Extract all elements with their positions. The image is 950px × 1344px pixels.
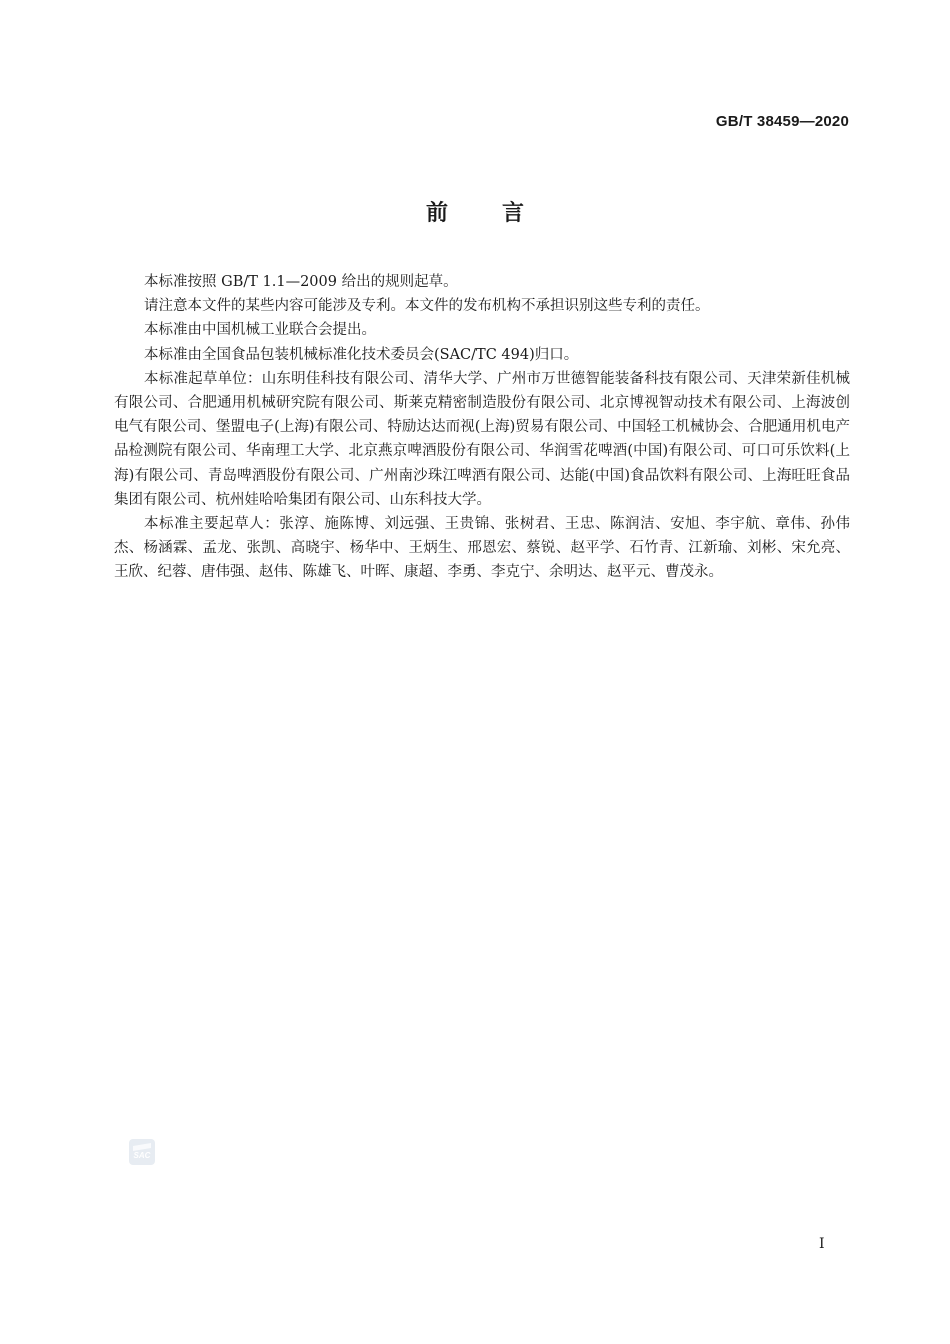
- page-number: I: [819, 1236, 825, 1252]
- paragraph-drafting-units: 本标准起草单位：山东明佳科技有限公司、清华大学、广州市万世德智能装备科技有限公司、天津荣新佳机械有限公司、合肥通用机械研究院有限公司、斯莱克精密制造股份有限公司、北京博视智动技术有限公司、上海波创电气有限公司、堡盟电子(上海)有限公司、特励达达而视(上海)贸易有限公司、中国轻工机械协会、合肥通用机电产品检测院有限公司、华南理工大学、北京燕京啤酒股份有限公司、华润雪花啤酒(中国)有限公司、可口可乐饮料(上海)有限公司、青岛啤酒股份有限公司、广州南沙珠江啤酒有限公司、达能(中国)食品饮料有限公司、上海旺旺食品集团有限公司、杭州娃哈哈集团有限公司、山东科技大学。: [114, 370, 850, 508]
- paragraph-committee: 本标准由全国食品包装机械标准化技术委员会(SAC/TC 494)归口。: [144, 346, 579, 363]
- foreword-body: [114, 270, 850, 585]
- paragraph-drafters: 本标准主要起草人：张淳、施陈博、刘远强、王贵锦、张树君、王忠、陈润洁、安旭、李宇航、章伟、孙伟杰、杨涵霖、孟龙、张凯、高晓宇、杨华中、王炳生、邢恩宏、蔡锐、赵平学、石竹青、江新瑜、刘彬、宋允亮、王欣、纪蓉、唐伟强、赵伟、陈雄飞、叶晖、康超、李勇、李克宁、余明达、赵平元、曹茂永。: [114, 516, 850, 581]
- paragraph-patent-notice: 请注意本文件的某些内容可能涉及专利。本文件的发布机构不承担识别这些专利的责任。: [144, 298, 710, 315]
- paragraph-drafting-rules: 本标准按照 GB/T 1.1—2009 给出的规则起草。: [144, 274, 458, 290]
- document-number: GB/T 38459—2020: [715, 113, 849, 130]
- page-title: 前言: [425, 201, 578, 226]
- sac-logo-text: SAC: [133, 1151, 151, 1160]
- sac-logo-icon: [129, 1139, 155, 1165]
- paragraph-proposer: 本标准由中国机械工业联合会提出。: [144, 322, 376, 339]
